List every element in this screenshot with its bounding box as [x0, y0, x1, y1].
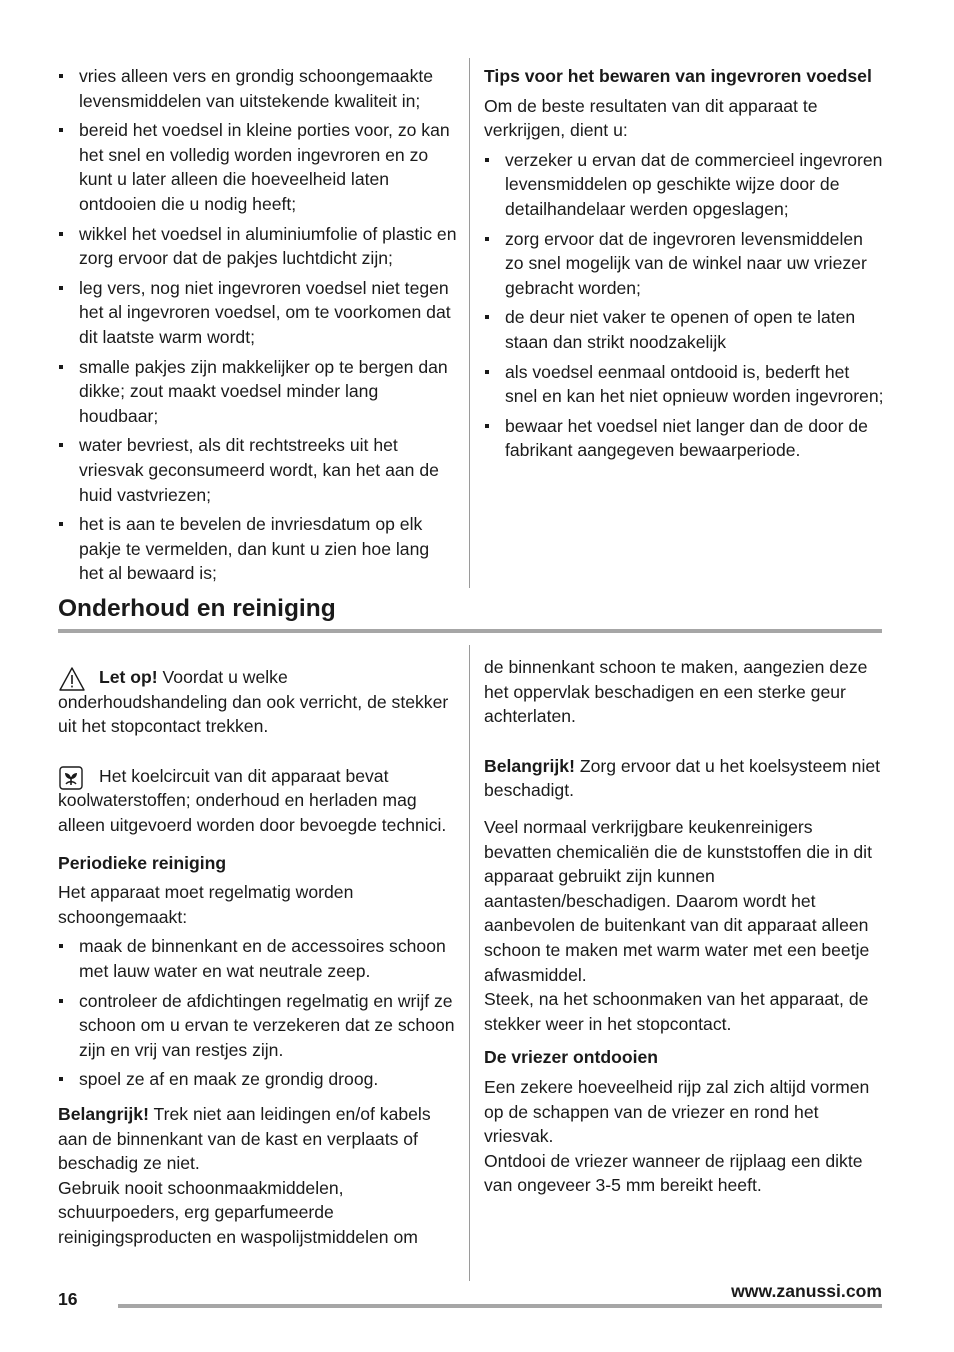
warning-triangle-icon [58, 666, 86, 692]
important-label: Belangrijk! [58, 1103, 149, 1124]
list-item: controleer de afdichtingen regelmatig en wrijf ze schoon om u ervan te verzekeren dat ze schoon zijn en vrij van restjes zijn. [58, 989, 458, 1063]
tips-list [484, 148, 884, 463]
bottom-left-column [58, 665, 458, 1249]
list-item: als voedsel eenmaal ontdooid is, bederft het snel en kan het niet opnieuw worden ingevroren; [484, 360, 884, 409]
defrost-heading: De vriezer ontdooien [484, 1047, 659, 1068]
top-left-column [58, 64, 458, 591]
tips-intro: Om de beste resultaten van dit apparaat te verkrijgen, dient u: [484, 95, 818, 141]
cleaners-text: Veel normaal verkrijgbare keukenreinigers bevatten chemicaliën die de kunststoffen die in dit apparaat gebruikt zijn kunnen aantasten/beschadigen. Daarom wordt het aanbevolen de buitenkant van dit apparaat alleen schoon te maken met warm water met een beetje afwasmiddel. [484, 816, 872, 985]
warning-label: Let op! [99, 667, 158, 687]
list-item: bereid het voedsel in kleine porties voor, zo kan het snel en volledig worden ingevroren en zo kunt u later alleen die hoeveelheid laten ontdooien die u nodig heeft; [58, 118, 458, 216]
list-item: verzeker u ervan dat de commercieel ingevroren levensmiddelen op geschikte wijze door de detailhandelaar werden opgeslagen; [484, 148, 884, 222]
continued-text: de binnenkant schoon te maken, aangezien deze het oppervlak beschadigen en een sterke geur achterlaten. [484, 657, 868, 727]
periodic-important [58, 1102, 458, 1176]
website-url: www.zanussi.com [731, 1281, 882, 1301]
page-number: 16 [58, 1289, 78, 1309]
list-item: het is aan te bevelen de invriesdatum op elk pakje te vermelden, dan kunt u zien hoe lang het al bewaard is; [58, 512, 458, 586]
warning-note [58, 665, 458, 739]
list-item: leg vers, nog niet ingevroren voedsel niet tegen het al ingevroren voedsel, om te voorkomen dat dit laatste warm wordt; [58, 276, 458, 350]
list-item: spoel ze af en maak ze grondig droog. [58, 1067, 458, 1092]
list-item: vries alleen vers en grondig schoongemaakte levensmiddelen van uitstekende kwaliteit in; [58, 64, 458, 113]
defrost-text-1: Een zekere hoeveelheid rijp zal zich altijd vormen op de schappen van de vriezer en rond het vriesvak. [484, 1076, 870, 1147]
list-item: smalle pakjes zijn makkelijker op te bergen dan dikke; zout maakt voedsel minder lang houdbaar; [58, 355, 458, 429]
environment-icon [59, 766, 83, 790]
section-title: Onderhoud en reiniging [58, 595, 336, 622]
list-item: water bevriest, als dit rechtstreeks uit het vriesvak geconsumeerd wordt, kan het aan de huid vastvriezen; [58, 433, 458, 507]
cooling-important [484, 754, 884, 803]
periodic-list [58, 934, 458, 1092]
important-text: Zorg ervoor dat u het koelsysteem niet beschadigt. [484, 755, 881, 801]
list-item: zorg ervoor dat de ingevroren levensmiddelen zo snel mogelijk van de winkel naar uw vriezer gebracht worden; [484, 227, 884, 301]
list-item: de deur niet vaker te openen of open te laten staan dan strikt noodzakelijk [484, 305, 884, 354]
plug-text: Steek, na het schoonmaken van het apparaat, de stekker weer in het stopcontact. [484, 989, 869, 1034]
column-divider-top [469, 58, 470, 588]
never-use-text: Gebruik nooit schoonmaakmiddelen, schuurpoeders, erg geparfumeerde reinigingsproducten en waspolijstmiddelen om [58, 1177, 418, 1247]
important-label: Belangrijk! [484, 755, 575, 776]
important-text: Trek niet aan leidingen en/of kabels aan de binnenkant van de kast en verplaats of beschadig ze niet. [58, 1103, 431, 1174]
environment-note [58, 764, 458, 838]
top-right-column [484, 64, 884, 468]
warning-paragraph [58, 665, 458, 739]
list-item: bewaar het voedsel niet langer dan de door de fabrikant aangegeven bewaarperiode. [484, 414, 884, 463]
defrost-text-2: Ontdooi de vriezer wanneer de rijplaag een dikte van ongeveer 3-5 mm bereikt heeft. [484, 1150, 863, 1196]
list-item: maak de binnenkant en de accessoires schoon met lauw water en wat neutrale zeep. [58, 934, 458, 983]
periodic-intro: Het apparaat moet regelmatig worden schoongemaakt: [58, 882, 354, 927]
tips-heading: Tips voor het bewaren van ingevroren voedsel [484, 66, 872, 86]
periodic-heading: Periodieke reiniging [58, 852, 227, 873]
bottom-right-column [484, 655, 884, 1198]
freezing-tips-list [58, 64, 458, 586]
footer-rule [118, 1304, 882, 1308]
warning-text: Voordat u welke onderhoudshandeling dan ook verricht, de stekker uit het stopcontact trekken. [58, 667, 449, 737]
list-item: wikkel het voedsel in aluminiumfolie of plastic en zorg ervoor dat de pakjes luchtdicht zijn; [58, 222, 458, 271]
section-title-rule [58, 629, 882, 633]
environment-paragraph: Het koelcircuit van dit apparaat bevat koolwaterstoffen; onderhoud en herladen mag alleen uitgevoerd worden door bevoegde technici. [58, 765, 447, 835]
column-divider-bottom [469, 645, 470, 1281]
